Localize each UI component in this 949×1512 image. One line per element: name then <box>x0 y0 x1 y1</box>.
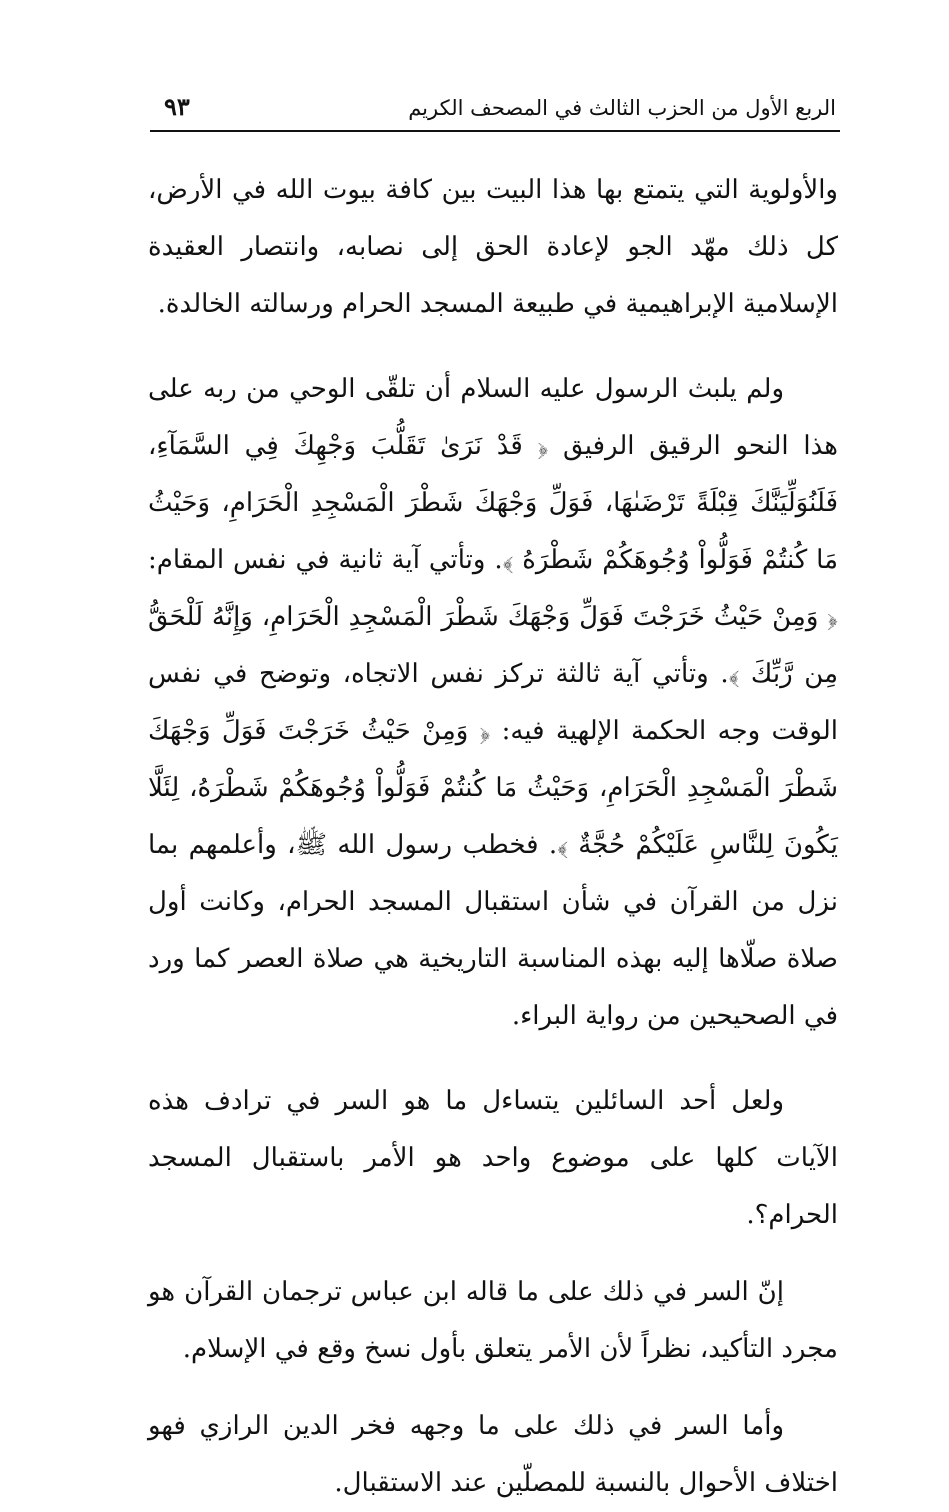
page-number: ٩٣ <box>164 92 190 121</box>
header-rule <box>150 130 840 132</box>
paragraph-1: والأولوية التي يتمتع بها هذا البيت بين كافة بيوت الله في الأرض، كل ذلك مهّد الجو لإعادة الحق إلى نصابه، وانتصار العقيدة الإسلامية الإبراهيمية في طبيعة المسجد الحرام ورسالته الخالدة. <box>148 175 838 319</box>
page-body <box>148 162 838 1512</box>
paragraph-4: إنّ السر في ذلك على ما قاله ابن عباس ترجمان القرآن هو مجرد التأكيد، نظراً لأن الأمر يتعلق بأول نسخ وقع في الإسلام. <box>148 1277 838 1364</box>
running-title: الربع الأول من الحزب الثالث في المصحف الكريم <box>408 96 836 120</box>
paragraph-2: ولم يلبث الرسول عليه السلام أن تلقّى الوحي من ربه على هذا النحو الرقيق الرفيق ﴿ قَدْ نَرَىٰ تَقَلُّبَ وَجْهِكَ فِي السَّمَآءِ، فَلَنُوَلِّيَنَّكَ قِبْلَةً تَرْضَىٰهَا، فَوَلِّ وَجْهَكَ شَطْرَ الْمَسْجِدِ الْحَرَامِ، وَحَيْثُ مَا كُنتُمْ فَوَلُّواْ وُجُوهَكُمْ شَطْرَهُ ﴾. وتأتي آية ثانية في نفس المقام: ﴿ وَمِنْ حَيْثُ خَرَجْتَ فَوَلِّ وَجْهَكَ شَطْرَ الْمَسْجِدِ الْحَرَامِ، وَإِنَّهُ لَلْحَقُّ مِن رَّبِّكَ ﴾. وتأتي آية ثالثة تركز نفس الاتجاه، وتوضح في نفس الوقت وجه الحكمة الإلهية فيه: ﴿ وَمِنْ حَيْثُ خَرَجْتَ فَوَلِّ وَجْهَكَ شَطْرَ الْمَسْجِدِ الْحَرَامِ، وَحَيْثُ مَا كُنتُمْ فَوَلُّواْ وُجُوهَكُمْ شَطْرَهُ، لِئَلَّا يَكُونَ لِلنَّاسِ عَلَيْكُمْ حُجَّةٌ ﴾. فخطب رسول الله ﷺ، وأعلمهم بما نزل من القرآن في شأن استقبال المسجد الحرام، وكانت أول صلاة صلّاها إليه بهذه المناسبة التاريخية هي صلاة العصر كما ورد في الصحيحين من رواية البراء. <box>148 374 838 1031</box>
page-header <box>150 88 840 132</box>
paragraph-5: وأما السر في ذلك على ما وجهه فخر الدين الرازي فهو اختلاف الأحوال بالنسبة للمصلّين عند الاستقبال. <box>148 1411 838 1498</box>
paragraph-3: ولعل أحد السائلين يتساءل ما هو السر في ترادف هذه الآيات كلها على موضوع واحد هو الأمر باستقبال المسجد الحرام؟. <box>148 1086 838 1230</box>
